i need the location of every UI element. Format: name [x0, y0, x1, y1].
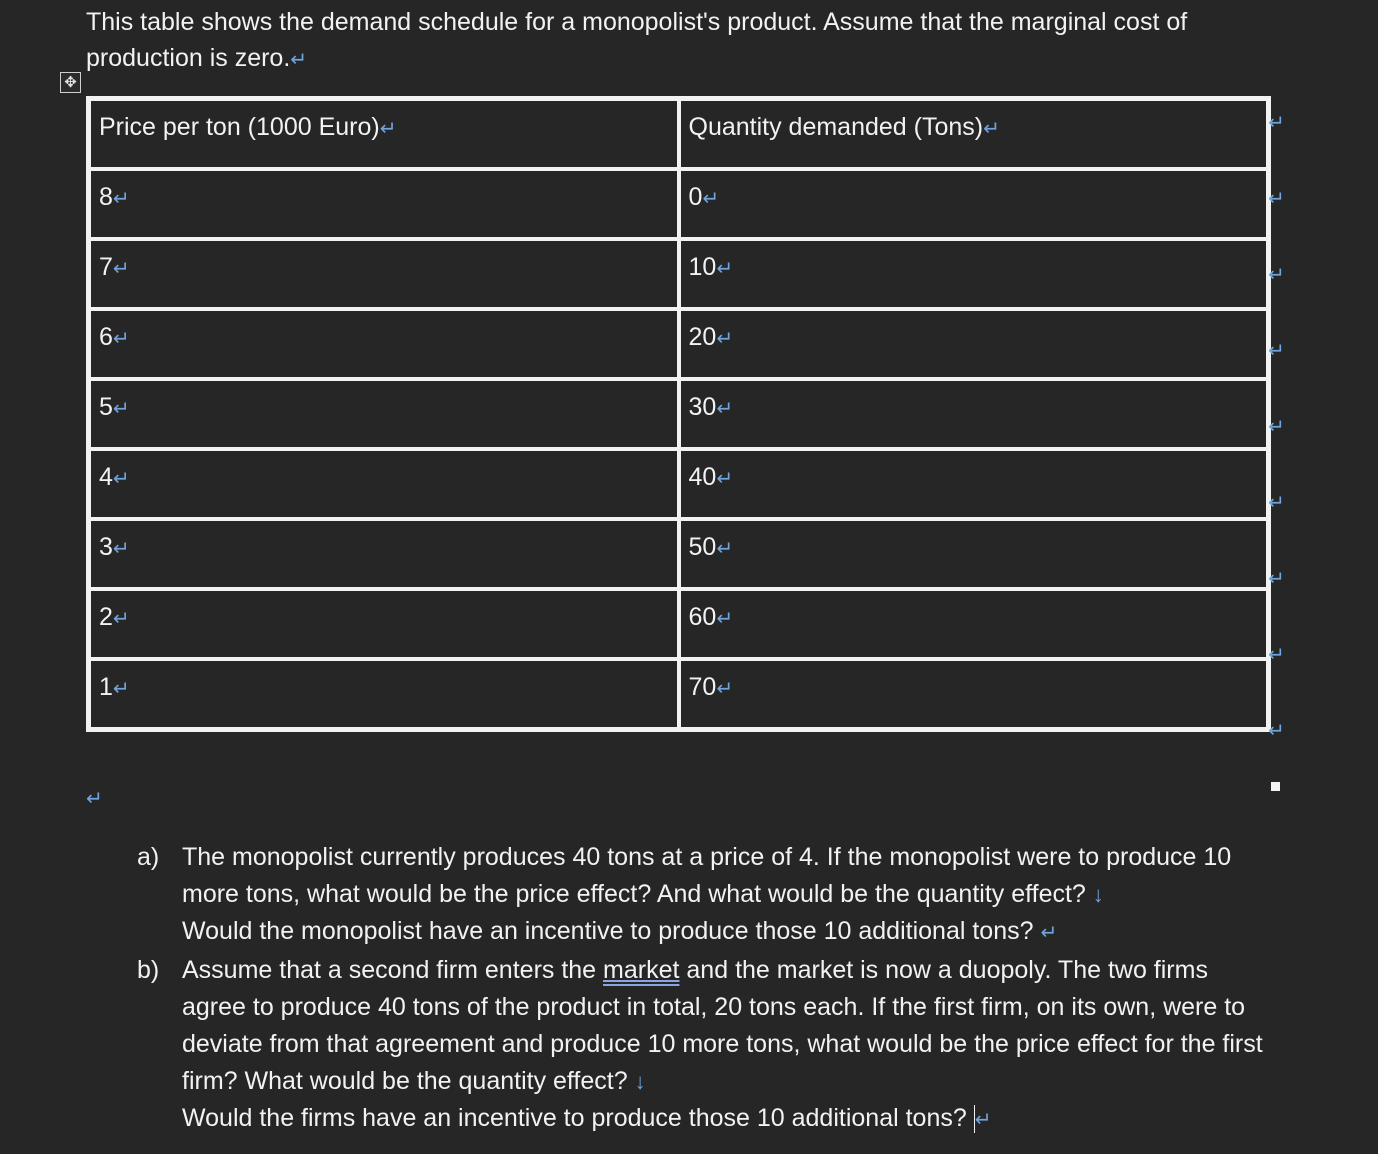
row-end-mark-icon: ↵ — [1268, 112, 1285, 134]
cell-end-mark-icon: ↵ — [112, 678, 130, 700]
table-row — [89, 659, 1268, 729]
cell-end-mark-icon: ↵ — [112, 188, 130, 210]
cell-end-mark-icon: ↵ — [112, 608, 130, 630]
quantity-cell[interactable]: 50↵ — [679, 519, 1269, 589]
quantity-cell[interactable]: 30↵ — [679, 379, 1269, 449]
paragraph-mark-icon: ↵ — [86, 788, 103, 810]
paragraph-mark-icon: ↵ — [974, 1109, 992, 1131]
table-move-handle-icon[interactable]: ✥ — [60, 72, 81, 93]
question-b-text: and the market is now a duopoly. The two firms agree to produce 40 tons of the product in total, 20 tons each. If the first firm, on its own, were to deviate from that agreement and produce 10 more tons, what would be the price effect for the first firm? What would be the quantity effect? — [182, 956, 1263, 1095]
row-end-mark-icon: ↵ — [1268, 644, 1285, 666]
cell-end-mark-icon: ↵ — [716, 468, 734, 490]
table-row — [89, 169, 1268, 239]
quantity-cell[interactable]: 10↵ — [679, 239, 1269, 309]
price-cell[interactable]: 2↵ — [89, 589, 679, 659]
price-cell[interactable]: 3↵ — [89, 519, 679, 589]
row-end-mark-icon: ↵ — [1268, 188, 1285, 210]
row-end-mark-icon: ↵ — [1268, 340, 1285, 362]
paragraph-mark-icon: ↵ — [1040, 922, 1058, 944]
quantity-cell[interactable]: 20↵ — [679, 309, 1269, 379]
table-row — [89, 449, 1268, 519]
table-row — [89, 589, 1268, 659]
cell-end-mark-icon: ↵ — [983, 118, 1000, 140]
quantity-cell[interactable]: 70↵ — [679, 659, 1269, 729]
question-b-text-start: Assume that a second firm enters the — [182, 956, 597, 984]
table-row — [89, 309, 1268, 379]
quantity-cell[interactable]: 40↵ — [679, 449, 1269, 519]
question-label: b) — [137, 956, 160, 984]
question-label: a) — [137, 843, 160, 871]
cell-end-mark-icon: ↵ — [716, 328, 734, 350]
flagged-word[interactable]: market — [603, 956, 680, 984]
question-list — [137, 839, 1277, 1139]
row-end-mark-icon: ↵ — [1268, 720, 1285, 742]
price-cell[interactable]: 6↵ — [89, 309, 679, 379]
cell-end-mark-icon: ↵ — [112, 468, 130, 490]
cell-end-mark-icon: ↵ — [716, 258, 734, 280]
cell-end-mark-icon: ↵ — [716, 538, 734, 560]
line-break-icon: ↓ — [1092, 882, 1104, 907]
row-end-mark-icon: ↵ — [1268, 264, 1285, 286]
table-row — [89, 239, 1268, 309]
cell-end-mark-icon: ↵ — [112, 328, 130, 350]
table-row — [89, 379, 1268, 449]
cell-end-mark-icon: ↵ — [716, 678, 734, 700]
table-header-row — [89, 99, 1268, 169]
price-cell[interactable]: 5↵ — [89, 379, 679, 449]
row-end-mark-icon: ↵ — [1268, 568, 1285, 590]
cell-end-mark-icon: ↵ — [112, 538, 130, 560]
price-cell[interactable]: 4↵ — [89, 449, 679, 519]
price-cell[interactable]: 7↵ — [89, 239, 679, 309]
question-a[interactable] — [137, 839, 1277, 952]
demand-table — [86, 96, 1271, 732]
question-a-text: The monopolist currently produces 40 tons at a price of 4. If the monopolist were to produce 10 more tons, what would be the price effect? And what would be the quantity effect? — [182, 843, 1232, 908]
table-header-cell[interactable]: Price per ton (1000 Euro)↵ — [89, 99, 679, 169]
cell-end-mark-icon: ↵ — [379, 118, 397, 140]
cell-end-mark-icon: ↵ — [112, 258, 130, 280]
table-resize-handle[interactable] — [1271, 782, 1280, 791]
table-row — [89, 519, 1268, 589]
quantity-cell[interactable]: 60↵ — [679, 589, 1269, 659]
cell-end-mark-icon: ↵ — [716, 608, 734, 630]
question-a-incentive: Would the monopolist have an incentive to produce those 10 additional tons? — [182, 917, 1034, 945]
price-cell[interactable]: 1↵ — [89, 659, 679, 729]
question-b[interactable] — [137, 952, 1277, 1139]
row-end-mark-icon: ↵ — [1268, 416, 1285, 438]
table-header-cell[interactable]: Quantity demanded (Tons)↵ — [679, 99, 1269, 169]
paragraph-mark-icon: ↵ — [290, 49, 308, 71]
intro-text: This table shows the demand schedule for a monopolist's product. Assume that the marginal cost of production is zero. — [86, 8, 1188, 72]
cell-end-mark-icon: ↵ — [112, 398, 130, 420]
price-cell[interactable]: 8↵ — [89, 169, 679, 239]
intro-paragraph — [86, 4, 1256, 78]
question-b-incentive: Would the firms have an incentive to produce those 10 additional tons? — [182, 1104, 967, 1132]
row-end-mark-icon: ↵ — [1268, 492, 1285, 514]
quantity-cell[interactable]: 0↵ — [679, 169, 1269, 239]
line-break-icon: ↓ — [634, 1069, 646, 1094]
cell-end-mark-icon: ↵ — [716, 398, 734, 420]
cell-end-mark-icon: ↵ — [702, 188, 720, 210]
